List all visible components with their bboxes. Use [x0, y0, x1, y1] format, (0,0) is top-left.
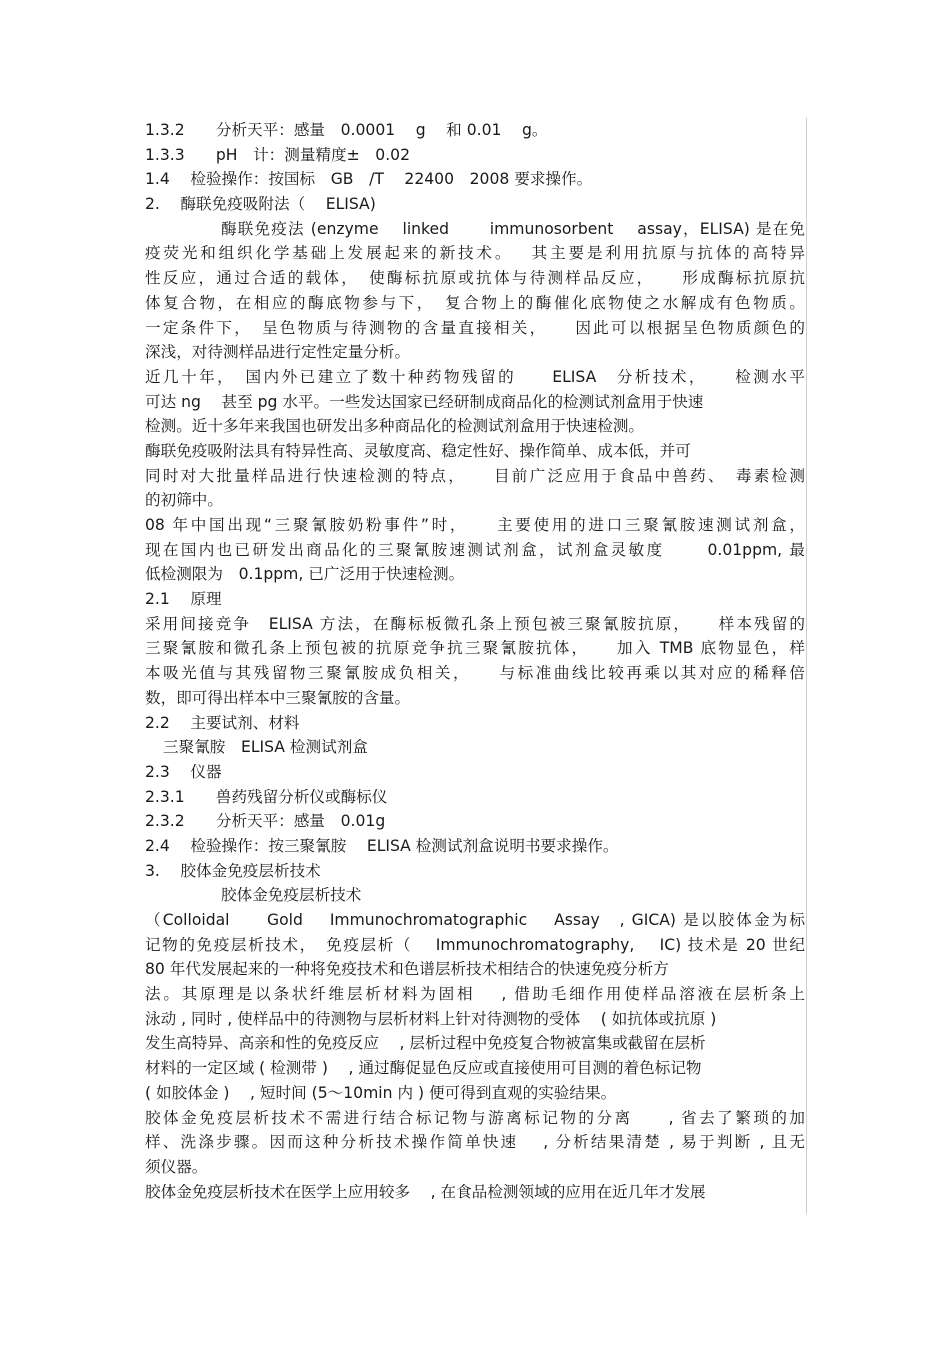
text-line: 胶体金免疫层析技术不需进行结合标记物与游离标记物的分离 , 省去了繁琐的加: [145, 1108, 805, 1127]
text-line: 三聚氰胺 ELISA 检测试剂盒: [163, 738, 368, 757]
text-line: 三聚氰胺和微孔条上预包被的抗原竞争抗三聚氰胺抗体， 加入 TMB 底物显色，样: [145, 639, 805, 658]
text-line: 发生高特异、高亲和性的免疫反应 , 层析过程中免疫复合物被富集或截留在层析: [145, 1034, 706, 1053]
section-heading: 2. 酶联免疫吸附法（ ELISA): [145, 195, 376, 214]
text-line: 深浅，对待测样品进行定性定量分析。: [145, 343, 411, 362]
text-line: 法。其原理是以条状纤维层析材料为固相 , 借助毛细作用使样品溶液在层析条上: [145, 985, 805, 1004]
section-heading: 2.1 原理: [145, 590, 222, 609]
text-line: 数，即可得出样本中三聚氰胺的含量。: [145, 688, 411, 707]
text-line: 材料的一定区域 ( 检测带 ) , 通过酶促显色反应或直接使用可目测的着色标记物: [145, 1059, 702, 1078]
text-line: 同时对大批量样品进行快速检测的特点， 目前广泛应用于食品中兽药、 毒素检测: [145, 466, 805, 485]
text-line: 检测。近十多年来我国也研发出多种商品化的检测试剂盒用于快速检测。: [145, 417, 645, 436]
text-line: 胶体金免疫层析技术: [221, 886, 362, 905]
text-line: 低检测限为 0.1ppm, 已广泛用于快速检测。: [145, 565, 465, 584]
text-line: 记物的免疫层析技术， 免疫层析（ Immunochromatography, IC) 技术是 20 世纪: [145, 935, 805, 954]
text-line: 本吸光值与其残留物三聚氰胺成负相关， 与标准曲线比较再乘以其对应的稀释倍: [145, 664, 805, 683]
text-line: （Colloidal Gold Immunochromatographic Assay , GICA) 是以胶体金为标: [145, 911, 805, 929]
section-heading: 2.3 仪器: [145, 762, 222, 781]
text-line: 现在国内也已研发出商品化的三聚氰胺速测试剂盒，试剂盒灵敏度 0.01ppm, 最: [145, 540, 805, 559]
text-line: 一定条件下， 呈色物质与待测物的含量直接相关， 因此可以根据呈色物质颜色的: [145, 318, 805, 337]
text-line: 体复合物，在相应的酶底物参与下， 复合物上的酶催化底物使之水解成有色物质。: [145, 293, 805, 312]
text-line: 泳动 , 同时 , 使样品中的待测物与层析材料上针对待测物的受体 ( 如抗体或抗原 ): [145, 1009, 717, 1028]
text-line: 08 年中国出现“三聚氰胺奶粉事件”时， 主要使用的进口三聚氰胺速测试剂盒，: [145, 516, 805, 534]
text-line: 可达 ng 甚至 pg 水平。一些发达国家已经研制成商品化的检测试剂盒用于快速: [145, 392, 704, 411]
text-line: 近几十年， 国内外已建立了数十种药物残留的 ELISA 分析技术， 检测水平: [145, 367, 805, 386]
document-body: [145, 118, 805, 1204]
text-line: 2.3.2 分析天平：感量 0.01g: [145, 812, 386, 831]
text-line: 性反应，通过合适的载体， 使酶标抗原或抗体与待测样品反应， 形成酶标抗原抗: [145, 269, 805, 288]
section-heading: 3. 胶体金免疫层析技术: [145, 861, 321, 880]
text-line: ( 如胶体金 ) , 短时间 (5～10min 内 ) 便可得到直观的实验结果。: [145, 1083, 617, 1102]
text-line: 采用间接竞争 ELISA 方法，在酶标板微孔条上预包被三聚氰胺抗原， 样本残留的: [145, 614, 805, 633]
text-line: 1.3.3 pH 计：测量精度± 0.02: [145, 145, 411, 164]
text-line: 80 年代发展起来的一种将免疫技术和色谱层析技术相结合的快速免疫分析方: [145, 960, 669, 979]
text-line: 酶联免疫吸附法具有特异性高、灵敏度高、稳定性好、操作简单、成本低，并可: [145, 441, 691, 460]
text-line: 须仪器。: [145, 1157, 208, 1176]
text-line: 1.3.2 分析天平：感量 0.0001 g 和 0.01 g。: [145, 121, 548, 139]
text-line: 2.4 检验操作：按三聚氰胺 ELISA 检测试剂盒说明书要求操作。: [145, 836, 619, 855]
text-line: 样、洗涤步骤。因而这种分析技术操作简单快速 , 分析结果清楚 , 易于判断 , 且无: [145, 1133, 805, 1152]
text-line: 的初筛中。: [145, 491, 223, 510]
text-line: 1.4 检验操作：按国标 GB /T 22400 2008 要求操作。: [145, 170, 593, 189]
section-heading: 2.2 主要试剂、材料: [145, 713, 300, 732]
right-margin-rule: [806, 118, 807, 1214]
text-line: 疫荧光和组织化学基础上发展起来的新技术。 其主要是利用抗原与抗体的高特异: [145, 244, 805, 263]
text-line: 2.3.1 兽药残留分析仪或酶标仪: [145, 787, 388, 806]
text-line: 酶联免疫法 (enzyme linked immunosorbent assay，ELISA) 是在免: [221, 219, 805, 238]
text-line: 胶体金免疫层析技术在医学上应用较多 , 在食品检测领域的应用在近几年才发展: [145, 1182, 706, 1201]
